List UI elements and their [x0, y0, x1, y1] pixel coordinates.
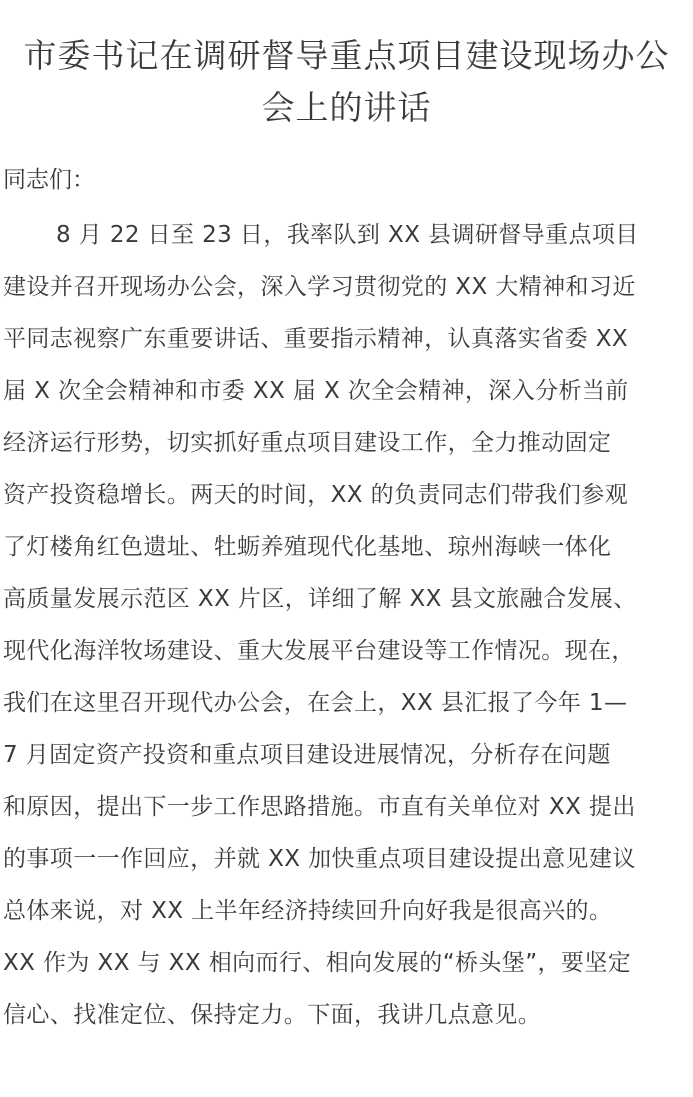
body-line: 8 月 22 日至 23 日，我率队到 XX 县调研督导重点项目: [56, 222, 639, 248]
speech-body: [3, 217, 693, 1049]
body-line: 资产投资稳增长。两天的时间，XX 的负责同志们带我们参观: [3, 482, 629, 508]
body-line: 信心、找准定位、保持定力。下面，我讲几点意见。: [3, 1002, 542, 1028]
body-line: XX 作为 XX 与 XX 相向而行、相向发展的“桥头堡”，要坚定: [3, 950, 632, 976]
greeting: 同志们：: [3, 167, 95, 193]
body-line: 7 月固定资产投资和重点项目建设进展情况，分析存在问题: [3, 742, 611, 768]
body-line: 我们在这里召开现代办公会，在会上，XX 县汇报了今年 1—: [3, 690, 628, 716]
body-line: 届 X 次全会精神和市委 XX 届 X 次全会精神，深入分析当前: [3, 378, 629, 404]
body-line: 了灯楼角红色遗址、牡蛎养殖现代化基地、琼州海峡一体化: [3, 534, 612, 560]
body-line: 经济运行形势，切实抓好重点项目建设工作，全力推动固定: [3, 430, 612, 456]
body-line: 高质量发展示范区 XX 片区，详细了解 XX 县文旅融合发展、: [3, 586, 637, 612]
title-line-2: 会上的讲话: [261, 88, 432, 127]
body-line: 和原因，提出下一步工作思路措施。市直有关单位对 XX 提出: [3, 794, 636, 820]
title-line-1: 市委书记在调研督导重点项目建设现场办公: [23, 36, 670, 75]
body-line: 平同志视察广东重要讲话、重要指示精神，认真落实省委 XX: [3, 326, 629, 352]
body-line: 的事项一一作回应，并就 XX 加快重点项目建设提出意见建议: [3, 846, 636, 872]
body-line: 建设并召开现场办公会，深入学习贯彻党的 XX 大精神和习近: [3, 274, 636, 300]
body-line: 总体来说，对 XX 上半年经济持续回升向好我是很高兴的。: [3, 898, 613, 924]
document-title: [0, 0, 693, 134]
body-line: 现代化海洋牧场建设、重大发展平台建设等工作情况。现在，: [3, 638, 635, 664]
